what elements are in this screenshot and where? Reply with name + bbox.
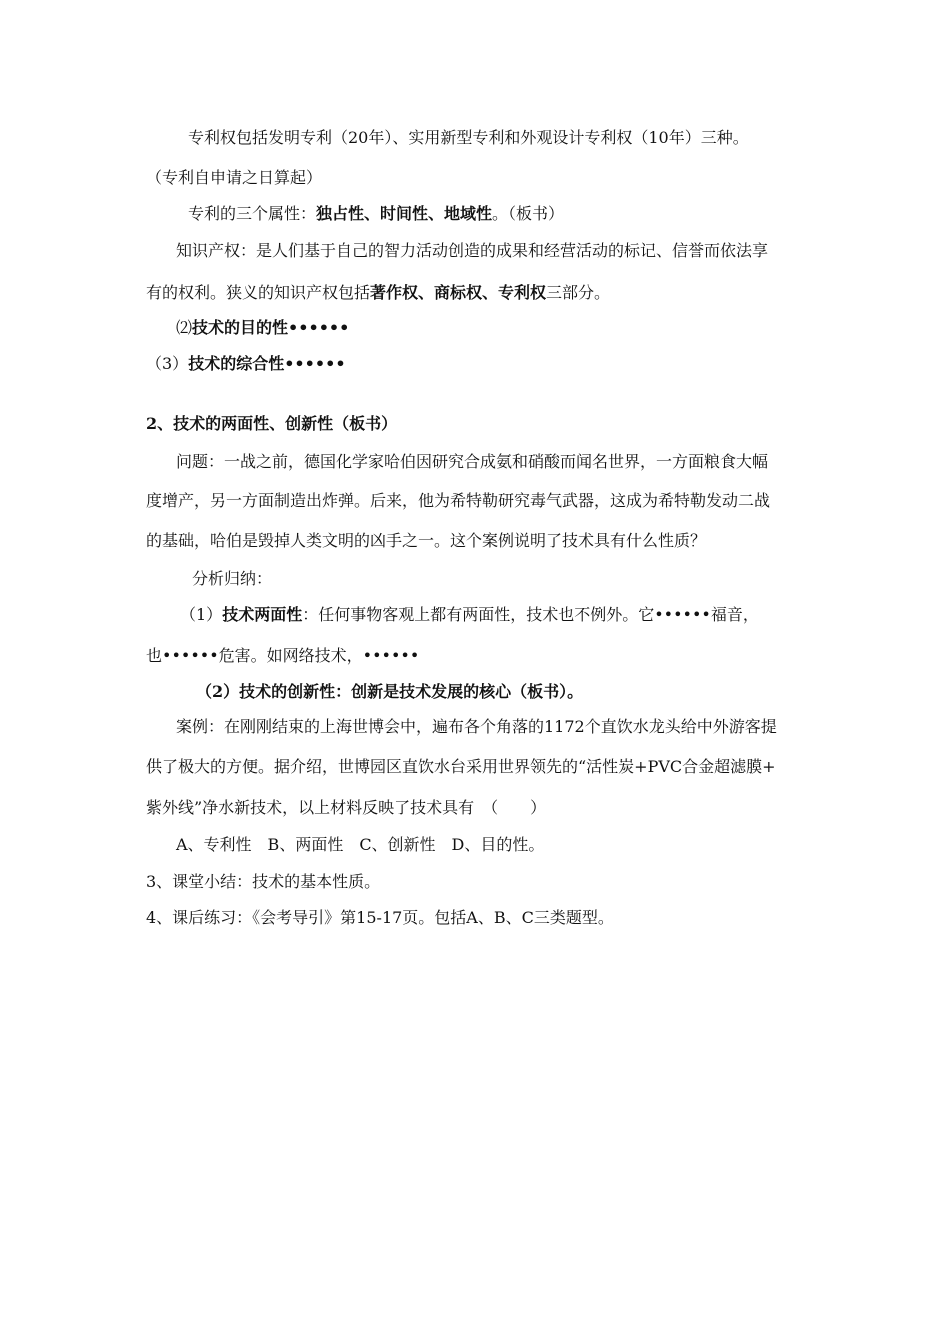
innovation-heading: （2）技术的创新性：创新是技术发展的核心（板书）。 xyxy=(196,682,584,701)
patent-attributes-line: 专利的三个属性：独占性、时间性、地域性。（板书） xyxy=(188,204,565,223)
question-line-2: 度增产，另一方面制造出炸弹。后来，他为希特勒研究毒气武器，这成为希特勒发动二战 xyxy=(146,491,771,510)
ip-definition-line-1: 知识产权：是人们基于自己的智力活动创造的成果和经营活动的标记、信誉而依法享 xyxy=(176,241,769,260)
analysis-label: 分析归纳： xyxy=(192,569,273,588)
case-line-1: 案例：在刚刚结束的上海世博会中，遍布各个角落的1172个直饮水龙头给中外游客提 xyxy=(176,717,777,736)
answer-options: A、专利性 B、两面性 C、创新性 D、目的性。 xyxy=(176,835,545,854)
homework-line: 4、课后练习：《会考导引》第15-17页。包括A、B、C三类题型。 xyxy=(146,908,614,927)
comprehensive-heading: （3）技术的综合性•••••• xyxy=(146,354,346,373)
question-line-1: 问题：一战之前，德国化学家哈伯因研究合成氨和硝酸而闻名世界，一方面粮食大幅 xyxy=(176,452,769,471)
summary-line: 3、课堂小结：技术的基本性质。 xyxy=(146,872,381,891)
purpose-heading: ⑵技术的目的性•••••• xyxy=(176,318,350,337)
case-line-3: 紫外线”净水新技术，以上材料反映了技术具有 （ ） xyxy=(146,798,547,817)
ip-definition-line-2: 有的权利。狭义的知识产权包括著作权、商标权、专利权三部分。 xyxy=(146,283,611,302)
patent-types-line: 专利权包括发明专利（20年）、实用新型专利和外观设计专利权（10年）三种。 xyxy=(188,128,749,147)
section-2-heading: 2、技术的两面性、创新性（板书） xyxy=(146,414,398,433)
duality-line-1: （1）技术两面性：任何事物客观上都有两面性，技术也不例外。它••••••福音， xyxy=(180,605,759,624)
case-line-2: 供了极大的方便。据介绍，世博园区直饮水台采用世界领先的“活性炭+PVC合金超滤膜+ xyxy=(146,757,776,776)
duality-line-2: 也••••••危害。如网络技术，•••••• xyxy=(146,646,420,665)
patent-term-note: （专利自申请之日算起） xyxy=(146,168,323,187)
question-line-3: 的基础，哈伯是毁掉人类文明的凶手之一。这个案例说明了技术具有什么性质？ xyxy=(146,531,707,550)
